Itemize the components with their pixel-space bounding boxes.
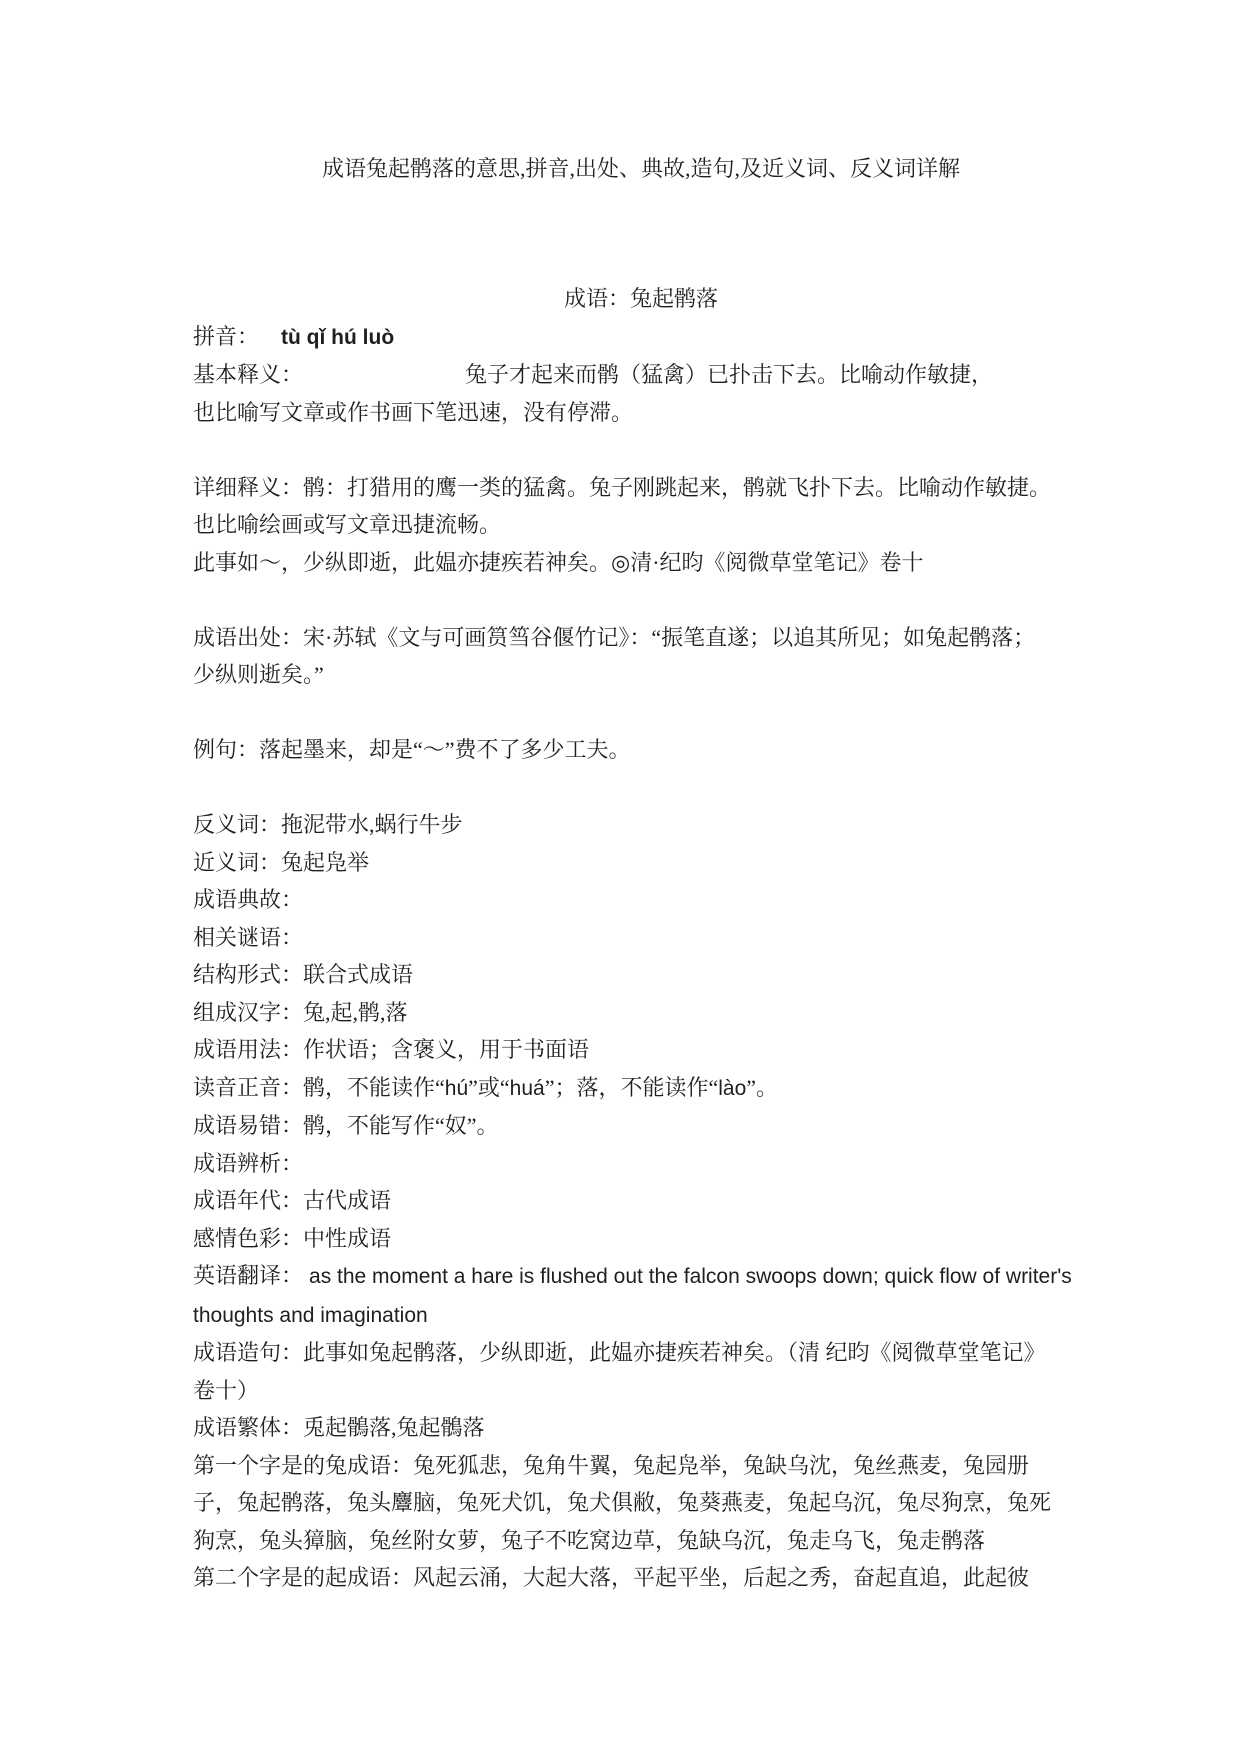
detailed-definition-line-2 xyxy=(193,506,1089,544)
text-segment: 例句：落起墨来，却是“～”费不了多少工夫。 xyxy=(193,737,631,762)
example-usage-line-2 xyxy=(193,1372,1089,1410)
first-char-idioms-line-3 xyxy=(193,1522,1089,1560)
text-segment: 拼音： xyxy=(193,323,260,349)
text-segment: 结构形式：联合式成语 xyxy=(193,962,414,987)
characters-line xyxy=(193,994,1089,1032)
example-usage-line-1 xyxy=(193,1334,1089,1372)
text-segment: ”。 xyxy=(746,1074,779,1100)
structure-line xyxy=(193,956,1089,994)
text-segment: thoughts and imagination xyxy=(193,1303,428,1327)
example-sentence-line xyxy=(193,731,1089,769)
text-segment: 基本释义： xyxy=(193,362,304,387)
page-title: 成语兔起鹘落的意思,拼音,出处、典故,造句,及近义词、反义词详解 xyxy=(321,156,960,181)
synonyms-line xyxy=(193,844,1089,882)
blank-line xyxy=(193,694,1089,732)
detailed-definition-line-1 xyxy=(193,469,1089,507)
text-segment: huá xyxy=(509,1076,545,1100)
riddle-line xyxy=(193,919,1089,957)
text-segment: 组成汉字：兔,起,鹘,落 xyxy=(193,999,408,1025)
text-segment: 狗烹，兔头獐脑，兔丝附女萝，兔子不吃窝边草，兔缺乌沉，兔走乌飞，兔走鹘落 xyxy=(193,1527,986,1553)
text-segment: 也比喻写文章或作书画下笔迅速，没有停滞。 xyxy=(193,399,634,425)
text-segment: 第一个字是的兔成语：兔死狐悲，兔角牛翼，兔起凫举，兔缺乌沈，兔丝燕麦，兔园册 xyxy=(193,1452,1030,1478)
text-segment: 少纵则逝矣。” xyxy=(193,662,324,687)
text-segment: 兔子才起来而鹘（猛禽）已扑击下去。比喻动作敏捷， xyxy=(465,362,994,387)
idiom-heading xyxy=(193,280,1089,318)
english-translation-line-1 xyxy=(193,1257,1089,1296)
text-segment: 成语造句：此事如兔起鹘落，少纵即逝，此媪亦捷疾若神矣。（清 纪昀《阅微草堂笔记》 xyxy=(193,1340,1046,1365)
text-segment: 感情色彩：中性成语 xyxy=(193,1225,392,1251)
text-segment: lào xyxy=(718,1076,747,1100)
text-segment: 成语出处：宋·苏轼《文与可画筼筜谷偃竹记》：“振笔直遂；以追其所见；如兔起鹘落； xyxy=(193,624,1036,650)
first-char-idioms-line-1 xyxy=(193,1447,1089,1485)
blank-line xyxy=(193,769,1089,807)
english-translation-line-2 xyxy=(193,1296,1089,1335)
spacer xyxy=(259,343,281,344)
second-char-idioms-line xyxy=(193,1559,1089,1597)
text-segment: as the moment a hare is flushed out the falcon swoops down; quick flow of writer's xyxy=(309,1265,1072,1288)
text-segment: 相关谜语： xyxy=(193,924,304,950)
discrimination-line xyxy=(193,1145,1089,1183)
era-line xyxy=(193,1182,1089,1220)
text-segment: 成语易错：鹘，不能写作“奴”。 xyxy=(193,1113,499,1138)
text-segment: 成语年代：古代成语 xyxy=(193,1188,392,1213)
text-segment: 卷十） xyxy=(193,1377,260,1403)
source-line-1 xyxy=(193,619,1089,657)
traditional-form-line xyxy=(193,1409,1089,1447)
usage-line xyxy=(193,1031,1089,1069)
text-segment: 英语翻译： xyxy=(193,1263,304,1288)
text-segment: 成语辨析： xyxy=(193,1150,304,1176)
basic-definition-line-2 xyxy=(193,394,1089,432)
blank-line xyxy=(193,581,1089,619)
sentiment-line xyxy=(193,1220,1089,1258)
blank-line xyxy=(193,431,1089,469)
pronunciation-note-line xyxy=(193,1069,1089,1108)
text-segment: 详细释义：鹘：打猎用的鹰一类的猛禽。兔子刚跳起来，鹘就飞扑下去。比喻动作敏捷。 xyxy=(193,474,1052,500)
text-segment: 读音正音：鹘，不能读作“ xyxy=(193,1074,445,1100)
text-segment: 也比喻绘画或写文章迅捷流畅。 xyxy=(193,512,502,537)
text-segment: ”；落，不能读作“ xyxy=(544,1074,719,1100)
text-segment: 近义词：兔起凫举 xyxy=(193,849,370,875)
common-error-line xyxy=(193,1107,1089,1145)
document-content xyxy=(193,150,1089,1597)
text-segment: 反义词：拖泥带水,蜗行牛步 xyxy=(193,812,463,837)
text-segment: tù qǐ hú luò xyxy=(281,325,395,349)
antonyms-line xyxy=(193,806,1089,844)
text-segment: 成语用法：作状语；含褒义，用于书面语 xyxy=(193,1037,590,1062)
source-line-2 xyxy=(193,656,1089,694)
text-segment: 成语典故： xyxy=(193,887,304,912)
text-segment: ”或“ xyxy=(468,1074,510,1100)
detailed-definition-line-3 xyxy=(193,544,1089,582)
allusion-line xyxy=(193,881,1089,919)
text-segment: 成语：兔起鹘落 xyxy=(563,286,718,311)
text-segment: 第二个字是的起成语：风起云涌，大起大落，平起平坐，后起之秀，奋起直追，此起彼 xyxy=(193,1565,1030,1590)
text-segment: 成语繁体：兎起鶻落,兔起鶻落 xyxy=(193,1415,485,1440)
spacer xyxy=(303,381,465,382)
text-segment: hú xyxy=(444,1076,469,1100)
document-body xyxy=(193,280,1089,1597)
pinyin-line xyxy=(193,318,1089,357)
text-segment: 此事如～，少纵即逝，此媪亦捷疾若神矣。◎清·纪昀《阅微草堂笔记》卷十 xyxy=(193,549,924,575)
basic-definition-line-1 xyxy=(193,356,1089,394)
text-segment: 子，兔起鹘落，兔头麞脑，兔死犬饥，兔犬俱敝，兔葵燕麦，兔起乌沉，兔尽狗烹，兔死 xyxy=(193,1490,1052,1515)
first-char-idioms-line-2 xyxy=(193,1484,1089,1522)
